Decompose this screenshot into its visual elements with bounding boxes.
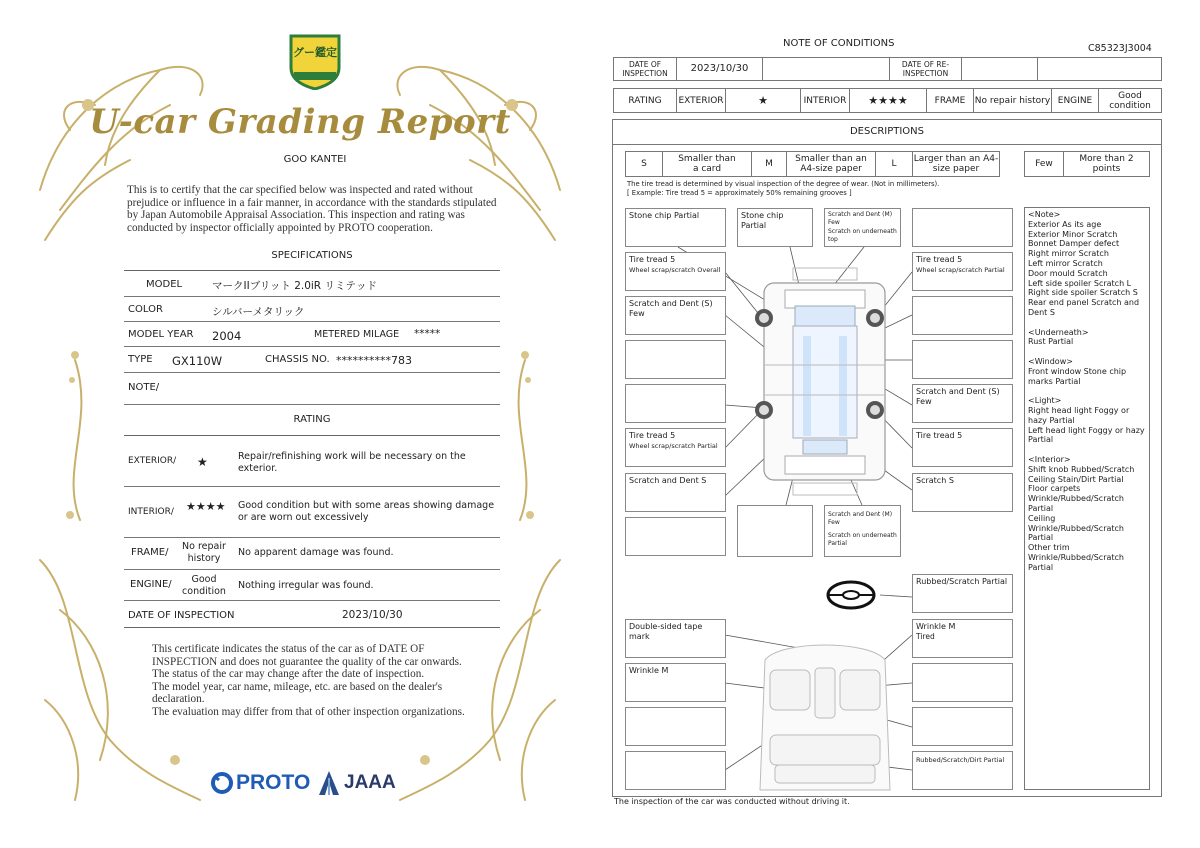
condition-box — [912, 208, 1013, 247]
sheet-footer: The inspection of the car was conducted without driving it. — [614, 797, 850, 806]
rating-heading: RATING — [293, 414, 331, 425]
exterior-rating: ★ — [197, 455, 208, 469]
legend-l: L — [875, 151, 913, 177]
note-label: NOTE/ — [128, 382, 160, 393]
box-line: Scratch and Dent (M) Few — [828, 211, 893, 226]
descriptions-heading: DESCRIPTIONS — [849, 126, 925, 137]
condition-box-front-bumper — [824, 208, 901, 247]
certificate-intro: This is to certify that the car specified below was inspected and rated without prejudice or influence in a fair manner, in accordance with the standards stipulated by Japan Automobile Appraisal Association. This inspection and rating was conducted by inspector officially appointed by PROTO cooperation. — [127, 184, 497, 234]
legend-few-desc: More than 2 points — [1063, 151, 1150, 177]
condition-box — [912, 663, 1013, 702]
chassis-label: CHASSIS NO. — [265, 354, 330, 365]
interior-rating: ★★★★ — [186, 500, 226, 513]
sheet-title: NOTE OF CONDITIONS — [783, 38, 895, 49]
divider — [124, 627, 500, 628]
engine-label: ENGINE/ — [130, 579, 172, 590]
interior-label: INTERIOR — [800, 88, 850, 113]
divider — [124, 537, 500, 538]
color-label: COLOR — [128, 304, 163, 315]
box-line: Scratch on underneath — [828, 228, 897, 235]
condition-box — [912, 296, 1013, 335]
condition-box — [625, 751, 726, 790]
date-of-inspection-label: DATE OF INSPECTION — [613, 57, 677, 81]
legend-few: Few — [1024, 151, 1064, 177]
condition-box — [625, 707, 726, 746]
legend-s: S — [625, 151, 663, 177]
box-line: Tired — [916, 632, 935, 641]
certificate-disclaimer: This certificate indicates the status of the car as of DATE OF INSPECTION and does not guarantee the quality of the car onwards. The status of the car may change after the date of inspection. The model year, car name, mileage, etc. are based on the dealer's declaration. The evaluation may differ from that of other inspection organizations. — [152, 643, 465, 718]
condition-box-left-front: Scratch and Dent (S) Few — [625, 296, 726, 335]
condition-box-front-center: Stone chip Partial — [737, 208, 813, 247]
divider — [124, 404, 500, 405]
box-line: Wheel scrap/scratch Partial — [916, 266, 1005, 274]
condition-box-interior-right — [912, 619, 1013, 658]
engine-description: Nothing irregular was found. — [238, 580, 374, 591]
goo-kantei-badge — [288, 32, 342, 90]
blank-cell — [961, 57, 1038, 81]
jaaa-logo-icon — [318, 770, 340, 796]
condition-notes: <Note> Exterior As its age Exterior Minor Scratch Bonnet Damper defect Right mirror Scratch Left mirror Scratch Door mould Scratch Left side spoiler Scratch L Right side spoiler Scratch S Rear end panel Scratch and Dent S <Underneath> Rust Partial <Window> Front window Stone chip marks Partial <Light> Right head light Foggy or hazy Partial Left head light Foggy or hazy Partial <Interior> Shift knob Rubbed/Scratch Ceiling Stain/Dirt Partial Floor carpets Wrinkle/Rubbed/Scratch Partial Ceiling Wrinkle/Rubbed/Scratch Partial Other trim Wrinkle/Rubbed/Scratch Partial — [1028, 210, 1145, 572]
condition-box-right-rear: Scratch S — [912, 473, 1013, 512]
report-title: U-car Grading Report — [89, 102, 511, 142]
color-value: シルバーメタリック — [212, 306, 305, 318]
condition-box-right-rear-tire: Tire tread 5 — [912, 428, 1013, 467]
box-line: Scratch on underneath Partial — [828, 532, 897, 547]
box-line: Tire tread 5 — [629, 431, 676, 440]
condition-box — [737, 505, 813, 557]
condition-box — [912, 707, 1013, 746]
divider — [124, 569, 500, 570]
condition-box-rear-seat: Rubbed/Scratch/Dirt Partial — [912, 751, 1013, 790]
frame-value: No repair history — [973, 88, 1052, 113]
condition-box-left-rear-tire — [625, 428, 726, 467]
model-year-value: 2004 — [212, 329, 242, 343]
box-line: Wrinkle M — [916, 622, 956, 631]
engine-value: Good condition — [1098, 88, 1162, 113]
metered-mileage-label: METERED MILAGE — [314, 329, 400, 340]
interior-label: INTERIOR/ — [128, 507, 174, 517]
proto-logo — [210, 770, 310, 796]
specifications-heading: SPECIFICATIONS — [271, 250, 353, 261]
model-label: MODEL — [146, 279, 183, 290]
divider — [124, 486, 500, 487]
type-value: GX110W — [172, 354, 223, 368]
interior-description: Good condition but with some areas showing damage or are worn out excessively — [238, 500, 495, 523]
legend-s-desc: Smaller than a card — [662, 151, 752, 177]
box-line: Tire tread 5 — [629, 255, 676, 264]
legend-m-desc: Smaller than an A4-size paper — [786, 151, 876, 177]
tire-tread-note: The tire tread is determined by visual inspection of the degree of wear. (Not in millimeters). — [627, 180, 940, 188]
steering-wheel-icon — [828, 582, 874, 608]
model-year-label: MODEL YEAR — [128, 329, 194, 340]
exterior-label: EXTERIOR — [676, 88, 726, 113]
car-interior-view — [760, 645, 890, 790]
divider — [124, 270, 500, 271]
car-top-view — [755, 268, 885, 495]
badge-text: グー鑑定 — [293, 46, 337, 59]
engine-rating: Good condition — [182, 574, 226, 597]
condition-box — [625, 340, 726, 379]
box-line: Wheel scrap/scratch Partial — [629, 442, 718, 450]
blank-cell — [762, 57, 890, 81]
descriptions-header-line — [612, 144, 1162, 145]
date-of-inspection-label: DATE OF INSPECTION — [128, 610, 235, 621]
condition-box-interior-front: Double-sided tape mark — [625, 619, 726, 658]
engine-label: ENGINE — [1051, 88, 1099, 113]
condition-box-right-side: Scratch and Dent (S) Few — [912, 384, 1013, 423]
condition-box-front-left: Stone chip Partial — [625, 208, 726, 247]
jaaa-logo — [318, 770, 396, 796]
exterior-label: EXTERIOR/ — [128, 456, 177, 466]
chassis-value: **********783 — [336, 354, 412, 367]
divider — [124, 321, 500, 322]
proto-logo-icon — [210, 771, 234, 795]
box-line: top — [828, 235, 838, 243]
legend-m: M — [751, 151, 787, 177]
condition-box-right-front-tire — [912, 252, 1013, 291]
condition-box-interior-left: Wrinkle M — [625, 663, 726, 702]
divider — [124, 600, 500, 601]
divider — [124, 346, 500, 347]
condition-box — [625, 384, 726, 423]
condition-box-steering: Rubbed/Scratch Partial — [912, 574, 1013, 613]
frame-description: No apparent damage was found. — [238, 547, 394, 558]
box-line: Tire tread 5 — [916, 255, 963, 264]
condition-box-left-front-tire — [625, 252, 726, 291]
box-line: Scratch and Dent (M) Few — [828, 511, 893, 526]
box-line: Wheel scrap/scratch Overall — [629, 266, 721, 274]
frame-label: FRAME — [926, 88, 974, 113]
divider — [124, 435, 500, 436]
report-subtitle: GOO KANTEI — [283, 154, 347, 165]
exterior-value: ★ — [725, 88, 801, 113]
jaaa-logo-text: JAAA — [344, 772, 396, 793]
condition-box — [625, 517, 726, 556]
divider — [124, 372, 500, 373]
interior-value: ★★★★ — [849, 88, 927, 113]
date-of-inspection-value: 2023/10/30 — [342, 609, 403, 621]
tire-tread-example: [ Example: Tire tread 5 = approximately 50% remaining grooves ] — [627, 189, 852, 197]
rating-label: RATING — [613, 88, 677, 113]
blank-cell — [1037, 57, 1162, 81]
condition-box-left-rear: Scratch and Dent S — [625, 473, 726, 512]
date-of-inspection-value: 2023/10/30 — [676, 57, 763, 81]
condition-box-rear-bumper — [824, 505, 901, 557]
type-label: TYPE — [128, 354, 153, 365]
condition-box — [912, 340, 1013, 379]
metered-mileage-value: ***** — [414, 328, 441, 340]
date-of-reinspection-label: DATE OF RE-INSPECTION — [889, 57, 962, 81]
exterior-description: Repair/refinishing work will be necessary on the exterior. — [238, 451, 466, 474]
legend-l-desc: Larger than an A4-size paper — [912, 151, 1000, 177]
sheet-code: C85323J3004 — [1088, 43, 1152, 54]
model-value: マークIIブリット 2.0iR リミテッド — [212, 280, 377, 292]
frame-label: FRAME/ — [131, 547, 169, 558]
frame-rating: No repair history — [182, 541, 226, 564]
divider — [124, 296, 500, 297]
proto-logo-text: PROTO — [236, 771, 311, 794]
